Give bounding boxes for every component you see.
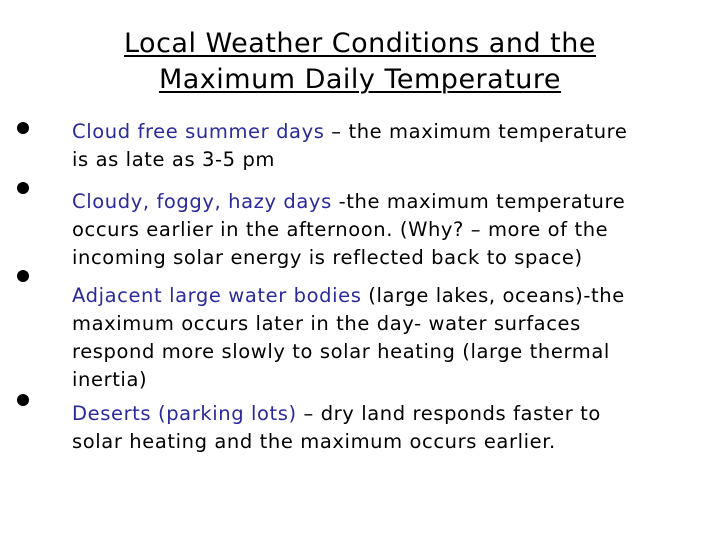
slide-title-line-1: Local Weather Conditions and the: [123, 28, 596, 59]
bullet-rest: -the maximum temperature: [331, 190, 626, 213]
bullet-rest: occurs earlier in the afternoon. (Why? – more of the: [72, 218, 609, 241]
bullet-line: [72, 428, 712, 456]
slide-title-line-2: Maximum Daily Temperature: [158, 64, 562, 95]
bullet-line: [72, 366, 712, 394]
bullet-highlight: Deserts (parking lots): [72, 402, 297, 425]
bullet-rest: maximum occurs later in the day- water surfaces: [72, 312, 581, 335]
bullet-text: [72, 400, 712, 456]
bullet-rest: – the maximum temperature: [324, 120, 628, 143]
bullet-text: [72, 282, 712, 394]
slide-title: [0, 26, 720, 98]
bullet-dot-icon: [17, 182, 29, 194]
bullet-rest: solar heating and the maximum occurs earlier.: [72, 430, 556, 453]
bullet-rest: (large lakes, oceans)-the: [361, 284, 625, 307]
bullet-text: [72, 118, 712, 174]
bullet-dot-icon: [17, 394, 29, 406]
bullet-highlight: Cloud free summer days: [72, 120, 325, 143]
bullet-line: [72, 244, 712, 272]
bullet-rest: respond more slowly to solar heating (large thermal: [72, 340, 610, 363]
bullet-rest: is as late as 3-5 pm: [72, 148, 276, 171]
bullet-line: [72, 310, 712, 338]
bullet-line: [72, 188, 712, 216]
bullet-line: [72, 146, 712, 174]
bullet-line: [72, 216, 712, 244]
bullet-line: [72, 338, 712, 366]
bullet-line: [72, 118, 712, 146]
bullet-dot-icon: [17, 122, 29, 134]
bullet-line: [72, 282, 712, 310]
bullet-rest: – dry land responds faster to: [296, 402, 601, 425]
bullet-rest: incoming solar energy is reflected back to space): [72, 246, 583, 269]
bullet-line: [72, 400, 712, 428]
bullet-dot-icon: [17, 270, 29, 282]
bullet-text: [72, 188, 712, 272]
bullet-rest: inertia): [72, 368, 148, 391]
bullet-highlight: Cloudy, foggy, hazy days: [72, 190, 332, 213]
bullet-highlight: Adjacent large water bodies: [72, 284, 362, 307]
